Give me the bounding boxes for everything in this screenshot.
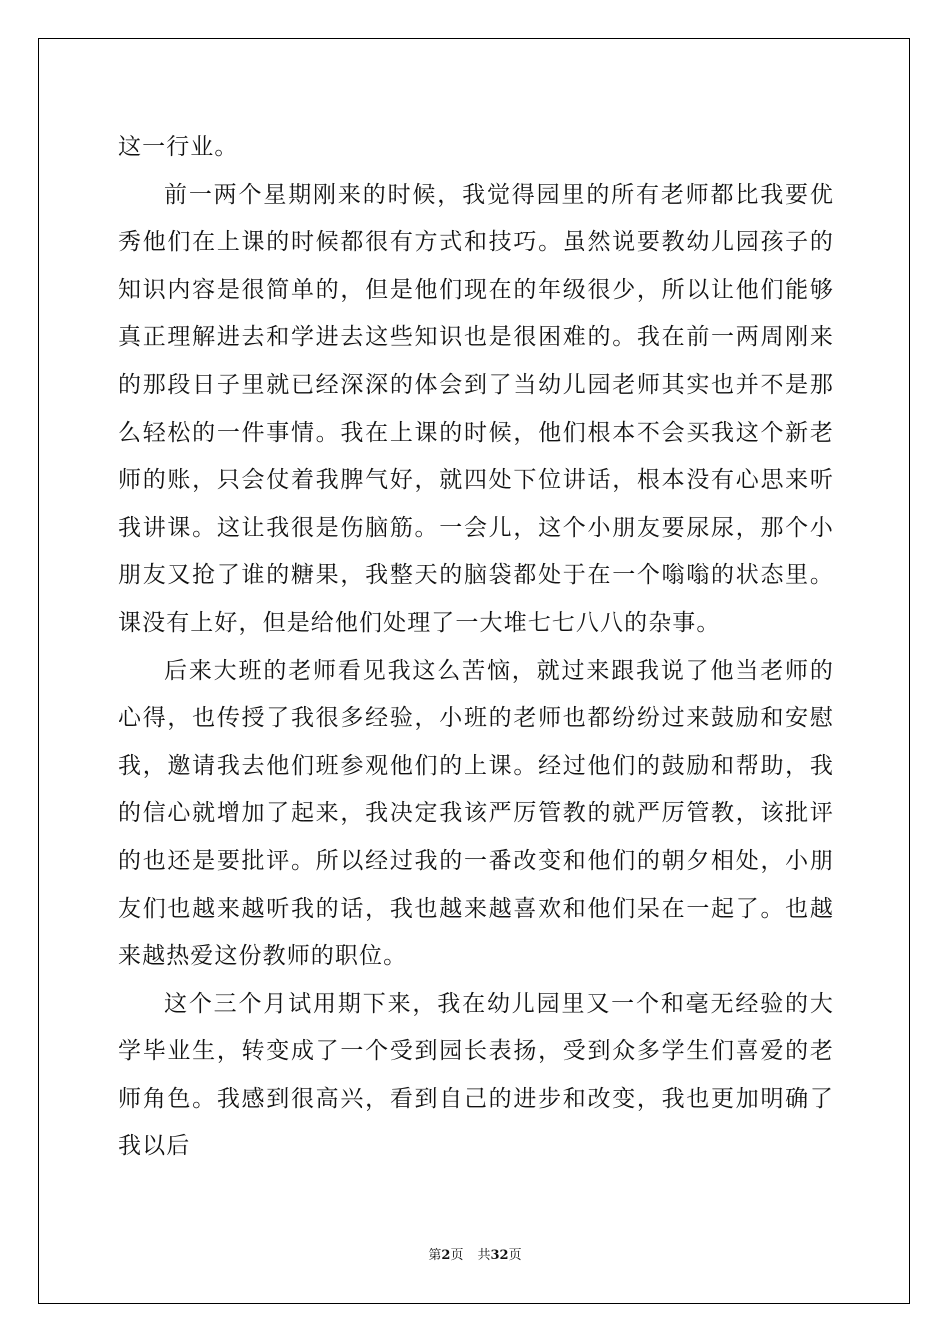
paragraph-4: 这个三个月试用期下来，我在幼儿园里又一个和毫无经验的大学毕业生，转变成了一个受到园长表扬，受到众多学生们喜爱的老师角色。我感到很高兴，看到自己的进步和改变，我也更加明确了我以后 (118, 990, 834, 1160)
page-footer (0, 1244, 950, 1263)
total-label-prefix: 共 (477, 1248, 491, 1263)
document-body (118, 124, 834, 1171)
paragraph-1: 这一行业。 (118, 134, 239, 160)
paragraph-2: 前一两个星期刚来的时候，我觉得园里的所有老师都比我要优秀他们在上课的时候都很有方式和技巧。虽然说要教幼儿园孩子的知识内容是很简单的，但是他们现在的年级很少，所以让他们能够真正理解进去和学进去这些知识也是很困难的。我在前一两周刚来的那段日子里就已经深深的体会到了当幼儿园老师其实也并不是那么轻松的一件事情。我在上课的时候，他们根本不会买我这个新老师的账，只会仗着我脾气好，就四处下位讲话，根本没有心思来听我讲课。这让我很是伤脑筋。一会儿，这个小朋友要尿尿，那个小朋友又抢了谁的糖果，我整天的脑袋都处于在一个嗡嗡的状态里。课没有上好，但是给他们处理了一大堆七七八八的杂事。 (118, 181, 834, 636)
page-number: 2 (441, 1248, 451, 1263)
page-label-prefix: 第 (428, 1248, 442, 1263)
paragraph-3: 后来大班的老师看见我这么苦恼，就过来跟我说了他当老师的心得，也传授了我很多经验，小班的老师也都纷纷过来鼓励和安慰我，邀请我去他们班参观他们的上课。经过他们的鼓励和帮助，我的信心就增加了起来，我决定我该严厉管教的就严厉管教，该批评的也还是要批评。所以经过我的一番改变和他们的朝夕相处，小朋友们也越来越听我的话，我也越来越喜欢和他们呆在一起了。也越来越热爱这份教师的职位。 (118, 657, 834, 970)
page-label-suffix: 页 (450, 1248, 464, 1263)
total-pages: 32 (490, 1248, 509, 1263)
total-label-suffix: 页 (508, 1248, 522, 1263)
